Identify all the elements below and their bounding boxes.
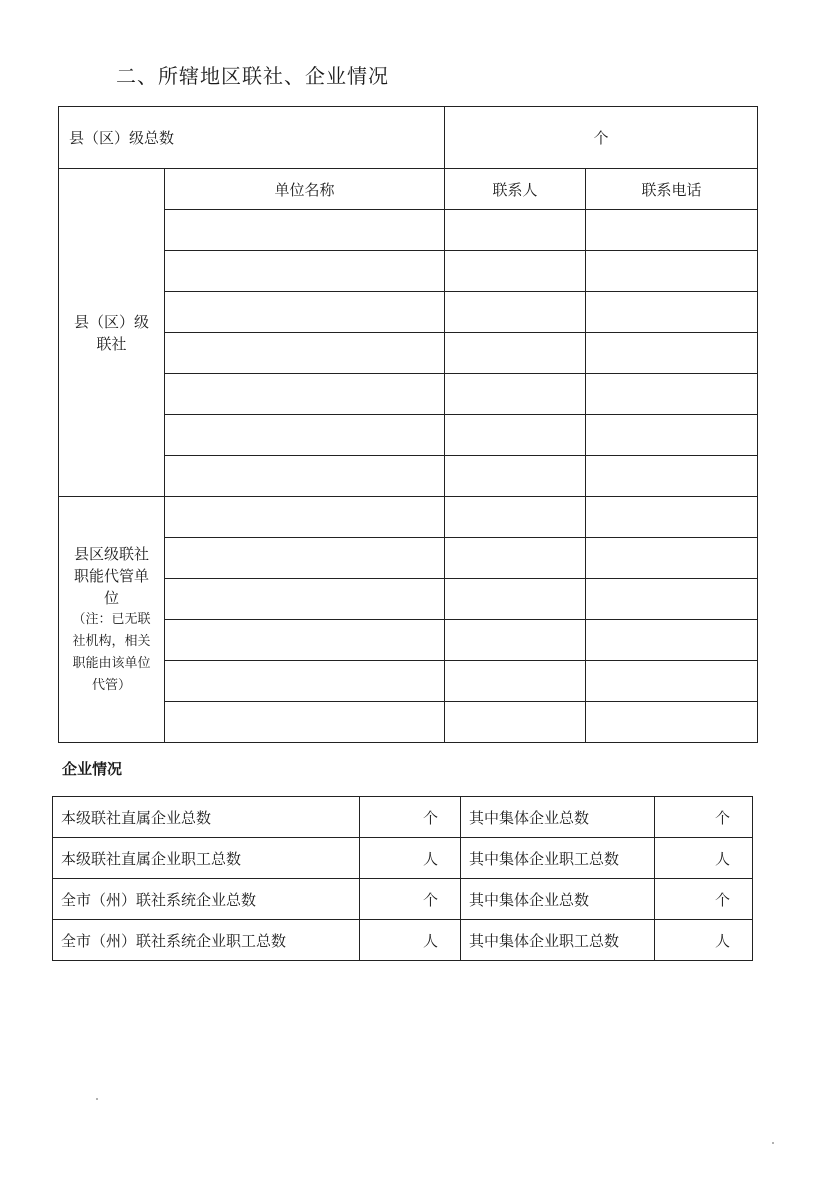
contact-cell[interactable] xyxy=(445,497,586,538)
group-county-label xyxy=(59,169,165,497)
phone-cell[interactable] xyxy=(586,415,758,456)
group-delegate-note1: （注：已无联 xyxy=(72,611,151,627)
unit-name-cell[interactable] xyxy=(165,702,445,743)
unit-name-cell[interactable] xyxy=(165,374,445,415)
unit-name-cell[interactable] xyxy=(165,620,445,661)
contact-cell[interactable] xyxy=(445,251,586,292)
collective-label: 其中集体企业总数 xyxy=(461,879,655,920)
scan-speck xyxy=(772,1142,774,1144)
unit-name-cell[interactable] xyxy=(165,251,445,292)
contact-cell[interactable] xyxy=(445,661,586,702)
contact-cell[interactable] xyxy=(445,456,586,497)
group-delegate-note2: 社机构，相关 xyxy=(72,633,151,649)
unit-name-cell[interactable] xyxy=(165,333,445,374)
section-heading: 二、所辖地区联社、企业情况 xyxy=(116,64,389,88)
unit-name-cell[interactable] xyxy=(165,210,445,251)
group-delegate-line2: 职能代管单 xyxy=(73,566,149,585)
affiliate-table xyxy=(58,106,758,743)
enterprise-label: 本级联社直属企业总数 xyxy=(53,797,360,838)
county-total-unit[interactable]: 个 xyxy=(445,107,758,169)
enterprise-value-cell[interactable]: 个 xyxy=(360,879,461,920)
unit-name-cell[interactable] xyxy=(165,497,445,538)
table-row xyxy=(53,838,753,879)
unit-name-cell[interactable] xyxy=(165,292,445,333)
phone-cell[interactable] xyxy=(586,661,758,702)
collective-value-cell[interactable]: 个 xyxy=(655,879,753,920)
group-county-line2: 联社 xyxy=(96,334,127,353)
column-header-unit-name: 单位名称 xyxy=(165,169,445,210)
phone-cell[interactable] xyxy=(586,579,758,620)
phone-cell[interactable] xyxy=(586,374,758,415)
contact-cell[interactable] xyxy=(445,333,586,374)
column-header-phone: 联系电话 xyxy=(586,169,758,210)
group-county-line1: 县（区）级 xyxy=(73,312,149,331)
collective-value-cell[interactable]: 人 xyxy=(655,838,753,879)
enterprise-label: 本级联社直属企业职工总数 xyxy=(53,838,360,879)
contact-cell[interactable] xyxy=(445,702,586,743)
enterprise-value-cell[interactable]: 人 xyxy=(360,838,461,879)
collective-value-cell[interactable]: 人 xyxy=(655,920,753,961)
unit-name-cell[interactable] xyxy=(165,415,445,456)
collective-value-cell[interactable]: 个 xyxy=(655,797,753,838)
group-delegate-label xyxy=(59,497,165,743)
enterprise-table xyxy=(52,796,753,961)
phone-cell[interactable] xyxy=(586,333,758,374)
table-row xyxy=(53,797,753,838)
group-delegate-note4: 代管） xyxy=(91,677,131,693)
group-delegate-line3: 位 xyxy=(103,588,119,607)
phone-cell[interactable] xyxy=(586,620,758,661)
unit-name-cell[interactable] xyxy=(165,456,445,497)
phone-cell[interactable] xyxy=(586,210,758,251)
contact-cell[interactable] xyxy=(445,415,586,456)
enterprise-label: 全市（州）联社系统企业总数 xyxy=(53,879,360,920)
column-header-contact: 联系人 xyxy=(445,169,586,210)
group-delegate-line1: 县区级联社 xyxy=(73,544,149,563)
contact-cell[interactable] xyxy=(445,620,586,661)
group-delegate-note3: 职能由该单位 xyxy=(72,655,151,671)
table-row xyxy=(53,920,753,961)
unit-name-cell[interactable] xyxy=(165,579,445,620)
scan-speck xyxy=(96,1098,98,1100)
contact-cell[interactable] xyxy=(445,210,586,251)
phone-cell[interactable] xyxy=(586,456,758,497)
county-total-label: 县（区）级总数 xyxy=(59,107,445,169)
unit-name-cell[interactable] xyxy=(165,538,445,579)
contact-cell[interactable] xyxy=(445,374,586,415)
phone-cell[interactable] xyxy=(586,251,758,292)
collective-label: 其中集体企业职工总数 xyxy=(461,920,655,961)
enterprise-value-cell[interactable]: 人 xyxy=(360,920,461,961)
contact-cell[interactable] xyxy=(445,579,586,620)
enterprise-value-cell[interactable]: 个 xyxy=(360,797,461,838)
phone-cell[interactable] xyxy=(586,292,758,333)
unit-name-cell[interactable] xyxy=(165,661,445,702)
enterprise-label: 全市（州）联社系统企业职工总数 xyxy=(53,920,360,961)
phone-cell[interactable] xyxy=(586,702,758,743)
table-row xyxy=(59,497,758,538)
collective-label: 其中集体企业总数 xyxy=(461,797,655,838)
phone-cell[interactable] xyxy=(586,538,758,579)
contact-cell[interactable] xyxy=(445,538,586,579)
table-row xyxy=(53,879,753,920)
collective-label: 其中集体企业职工总数 xyxy=(461,838,655,879)
contact-cell[interactable] xyxy=(445,292,586,333)
enterprise-heading: 企业情况 xyxy=(62,760,123,778)
phone-cell[interactable] xyxy=(586,497,758,538)
